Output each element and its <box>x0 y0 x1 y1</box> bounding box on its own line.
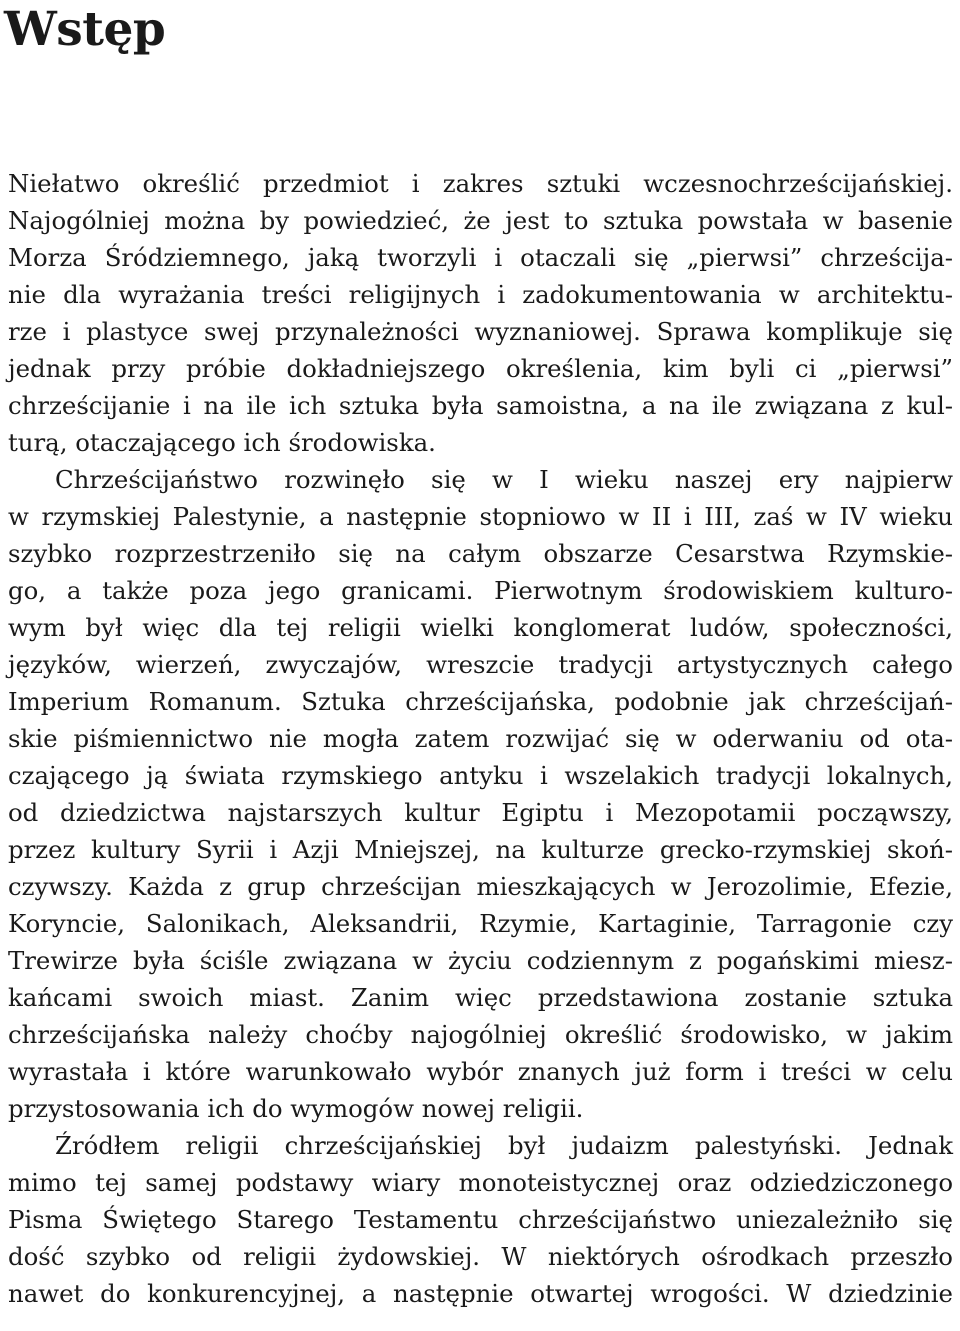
text-line: turą, otaczającego ich środowiska. <box>8 428 436 457</box>
text-line: Najogólniej można by powiedzieć, że jest to sztuka powstała w basenie <box>8 206 953 235</box>
text-line: szybko rozprzestrzeniło się na całym obszarze Cesarstwa Rzymskie- <box>8 539 953 568</box>
text-line: jednak przy próbie dokładniejszego określenia, kim byli ci „pierwsi” <box>8 354 953 383</box>
text-line: chrześcijanie i na ile ich sztuka była samoistna, a na ile związana z kul- <box>8 391 953 420</box>
text-line: czywszy. Każda z grup chrześcijan mieszkających w Jerozolimie, Efezie, <box>8 872 953 901</box>
text-line: chrześcijańska należy choćby najogólniej określić środowisko, w jakim <box>8 1020 953 1049</box>
text-line: w rzymskiej Palestynie, a następnie stopniowo w II i III, zaś w IV wieku <box>8 502 953 531</box>
text-line: od dziedzictwa najstarszych kultur Egiptu i Mezopotamii począwszy, <box>8 798 953 827</box>
text-line: nawet do konkurencyjnej, a następnie otwartej wrogości. W dziedzinie <box>8 1279 953 1308</box>
text-line: mimo tej samej podstawy wiary monoteistycznej oraz odziedziczonego <box>8 1168 953 1197</box>
text-line: nie dla wyrażania treści religijnych i zadokumentowania w architektu- <box>8 280 953 309</box>
text-line: Koryncie, Salonikach, Aleksandrii, Rzymie, Kartaginie, Tarragonie czy <box>8 909 953 938</box>
text-line: Imperium Romanum. Sztuka chrześcijańska, podobnie jak chrześcijań- <box>8 687 953 716</box>
text-line: Pisma Świętego Starego Testamentu chrześcijaństwo uniezależniło się <box>8 1205 953 1234</box>
text-line: wym był więc dla tej religii wielki konglomerat ludów, społeczności, <box>8 613 953 642</box>
text-line: Trewirze była ściśle związana w życiu codziennym z pogańskimi miesz- <box>8 946 953 975</box>
text-line: Niełatwo określić przedmiot i zakres sztuki wczesnochrześcijańskiej. <box>8 169 953 198</box>
text-line: go, a także poza jego granicami. Pierwotnym środowiskiem kulturo- <box>8 576 953 605</box>
text-line: rze i plastyce swej przynależności wyznaniowej. Sprawa komplikuje się <box>8 317 953 346</box>
text-line: wyrastała i które warunkowało wybór znanych już form i treści w celu <box>8 1057 953 1086</box>
text-line: języków, wierzeń, zwyczajów, wreszcie tradycji artystycznych całego <box>8 650 953 679</box>
text-line: przez kultury Syrii i Azji Mniejszej, na kulturze grecko-rzymskiej skoń- <box>8 835 953 864</box>
page-title: Wstęp <box>4 2 166 57</box>
text-line: dość szybko od religii żydowskiej. W niektórych ośrodkach przeszło <box>8 1242 953 1271</box>
text-line: Morza Śródziemnego, jaką tworzyli i otaczali się „pierwsi” chrześcija- <box>8 243 953 272</box>
text-line: Źródłem religii chrześcijańskiej był judaizm palestyński. Jednak <box>55 1131 953 1160</box>
body-text <box>8 165 953 1312</box>
text-line: kańcami swoich miast. Zanim więc przedstawiona zostanie sztuka <box>8 983 953 1012</box>
text-line: skie piśmiennictwo nie mogła zatem rozwijać się w oderwaniu od ota- <box>8 724 953 753</box>
text-line: czającego ją świata rzymskiego antyku i wszelakich tradycji lokalnych, <box>8 761 953 790</box>
text-line: Chrześcijaństwo rozwinęło się w I wieku naszej ery najpierw <box>55 465 953 494</box>
text-line: przystosowania ich do wymogów nowej religii. <box>8 1094 584 1123</box>
